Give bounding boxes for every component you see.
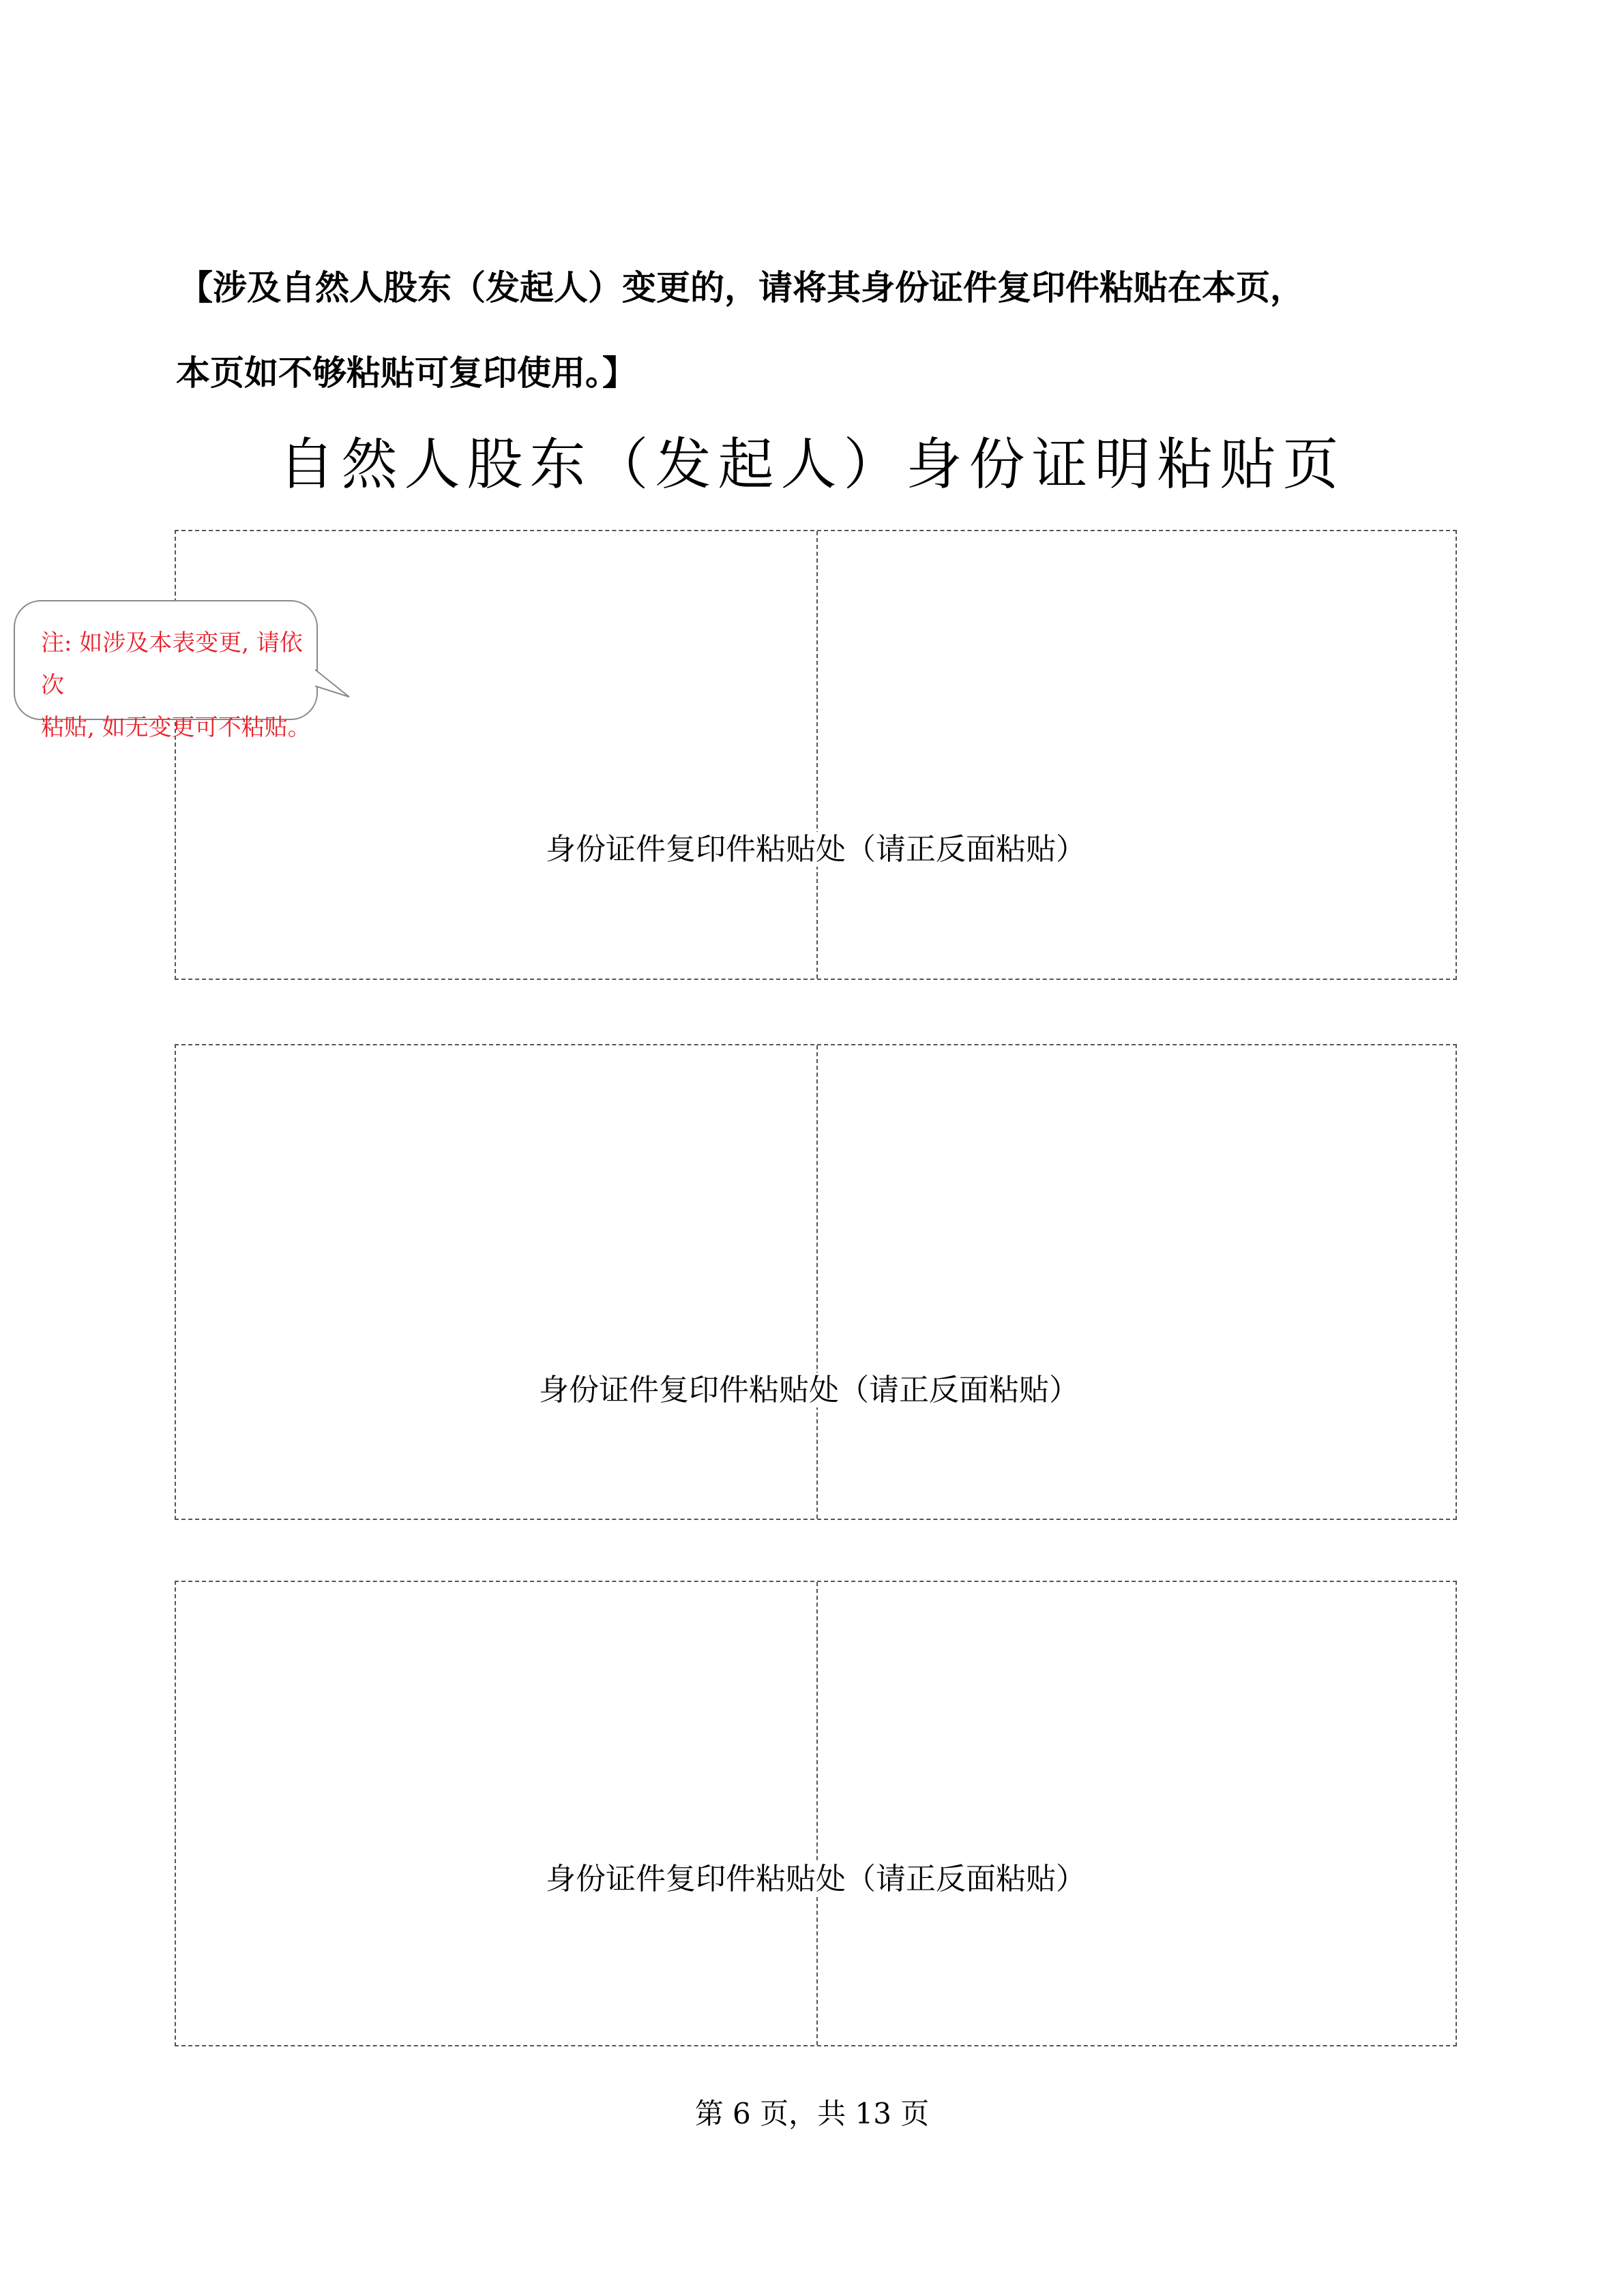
id-paste-area-2	[175, 1044, 1457, 1520]
note-callout	[14, 600, 318, 741]
note-line-1: 注: 如涉及本表变更, 请依次	[41, 629, 303, 699]
front-back-divider	[816, 531, 818, 979]
id-paste-area-1	[175, 530, 1457, 980]
paste-area-label: 身份证件复印件粘贴处（请正反面粘贴）	[536, 1373, 1082, 1407]
note-line-2: 粘贴, 如无变更可不粘贴。	[41, 714, 311, 741]
front-back-divider	[816, 1582, 818, 2045]
page-title: 自然人股东（发起人）身份证明粘贴页	[278, 432, 1346, 497]
page-number: 第 6 页，共 13 页	[694, 2097, 930, 2130]
id-paste-area-3	[175, 1581, 1457, 2046]
instruction-line-2: 本页如不够粘贴可复印使用。】	[176, 353, 636, 393]
paste-area-label: 身份证件复印件粘贴处（请正反面粘贴）	[543, 1862, 1089, 1896]
paste-area-label: 身份证件复印件粘贴处（请正反面粘贴）	[543, 832, 1089, 867]
front-back-divider	[816, 1045, 818, 1519]
instruction-line-1: 【涉及自然人股东（发起人）变更的，请将其身份证件复印件粘贴在本页，	[179, 267, 1304, 308]
